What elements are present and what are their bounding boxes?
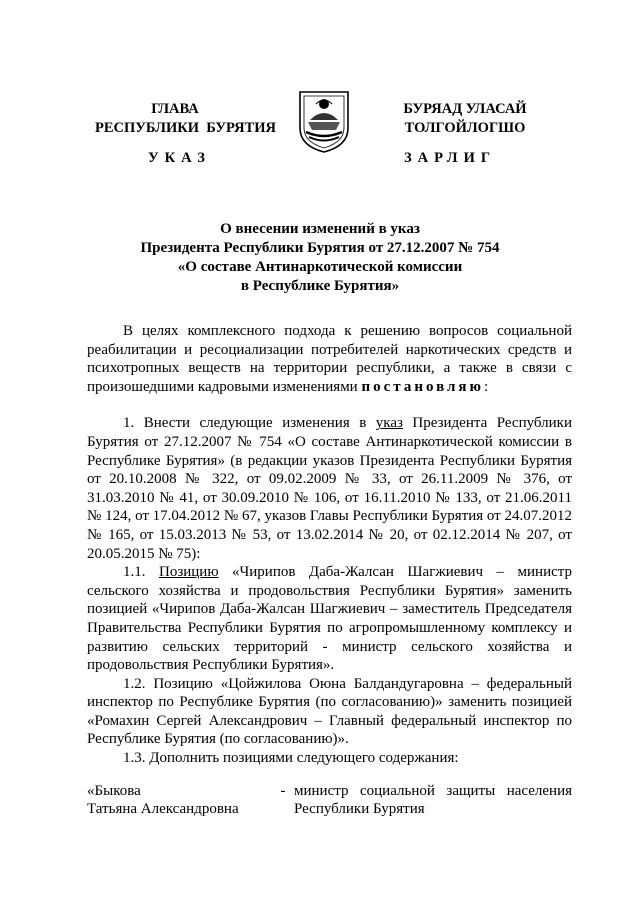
title-line4: в Республике Бурятия» (240, 278, 400, 294)
item-1-1-text: «Чирипов Даба-Жалсан Шагжиевич – министр сельского хозяйства и продовольствия Республики Бурятия» заменить позицией «Чирипов Даба-Жалсан Шагжиевич – заместитель Председателя Правительства Республики Бурятия по агропромышленному комплексу и развитию сельских территорий - министр сельского хозяйства и продовольствия Республики Бурятия». (87, 564, 572, 674)
header-right (385, 100, 545, 138)
postanovlyayu-word: постановляю (361, 378, 484, 395)
coat-of-arms-emblem (296, 88, 352, 154)
header-left-line2: РЕСПУБЛИКИ БУРЯТИЯ (95, 120, 277, 136)
item-1-link[interactable]: указ (375, 415, 403, 432)
item-1-1-paragraph (87, 563, 572, 675)
item-1-text: Президента Республики Бурятия от 27.12.2007 № 754 «О составе Антинаркотической комиссии в Республике Бурятия» (в редакции указов Президента Республики Бурятия от 20.10.2008 № 322, от 09.02.2009 № 33, от 26.11.2009 № 376, от 31.03.2010 № 41, от 30.09.2010 № 106, от 16.11.2010 № 133, от 21.06.2011 № 124, от 17.04.2012 № 67, указов Главы Республики Бурятия от 24.07.2012 № 165, от 15.03.2013 № 53, от 13.02.2014 № 20, от 02.12.2014 № 207, от 20.05.2015 № 75): (87, 415, 572, 562)
header-right-line2: ТОЛГОЙЛОГШО (404, 120, 526, 136)
item-1-3-paragraph: 1.3. Дополнить позициями следующего содержания: (123, 750, 459, 767)
header-left (95, 100, 277, 138)
item-1-1-prefix: 1.1. (123, 564, 159, 581)
header-right-line1: БУРЯАД УЛАСАЙ (403, 101, 527, 117)
title-line2: Президента Республики Бурятия от 27.12.2007 № 754 (140, 240, 500, 256)
item-1-prefix: 1. Внести следующие изменения в (123, 415, 376, 432)
preamble-tail: : (484, 378, 489, 395)
new-position-row (87, 782, 572, 819)
new-position-name-line1: «Быкова (87, 782, 141, 799)
new-position-role: министр социальной защиты населения Республики Бурятия (294, 782, 572, 818)
header-left-line1: ГЛАВА (151, 101, 199, 117)
title-line3: «О составе Антинаркотической комиссии (177, 259, 463, 275)
doc-type-left: УКАЗ (148, 150, 211, 166)
new-position-name-line2: Татьяна Александровна (87, 801, 239, 818)
new-position-dash: - (280, 782, 286, 799)
item-1-paragraph (87, 414, 572, 563)
document-title (90, 220, 550, 296)
title-line1: О внесении изменений в указ (220, 221, 420, 237)
item-1-2-paragraph: 1.2. Позицию «Цойжилова Оюна Балдандугаровна – федеральный инспектор по Республике Бурятия (по согласованию)» заменить позицией «Ромахин Сергей Александрович – Главный федеральный инспектор по Республике Бурятия (по согласованию)». (87, 675, 572, 748)
preamble-text: В целях комплексного подхода к решению вопросов социальной реабилитации и ресоциализации потребителей наркотических средств и психотропных веществ на территории республики, а также в связи с произошедшими кадровыми изменениями (87, 323, 572, 395)
doc-type-right: ЗАРЛИГ (404, 150, 497, 166)
document-body (87, 322, 572, 819)
item-1-1-link[interactable]: Позицию (158, 564, 219, 581)
new-position-name (87, 782, 272, 819)
preamble-paragraph (87, 322, 572, 396)
